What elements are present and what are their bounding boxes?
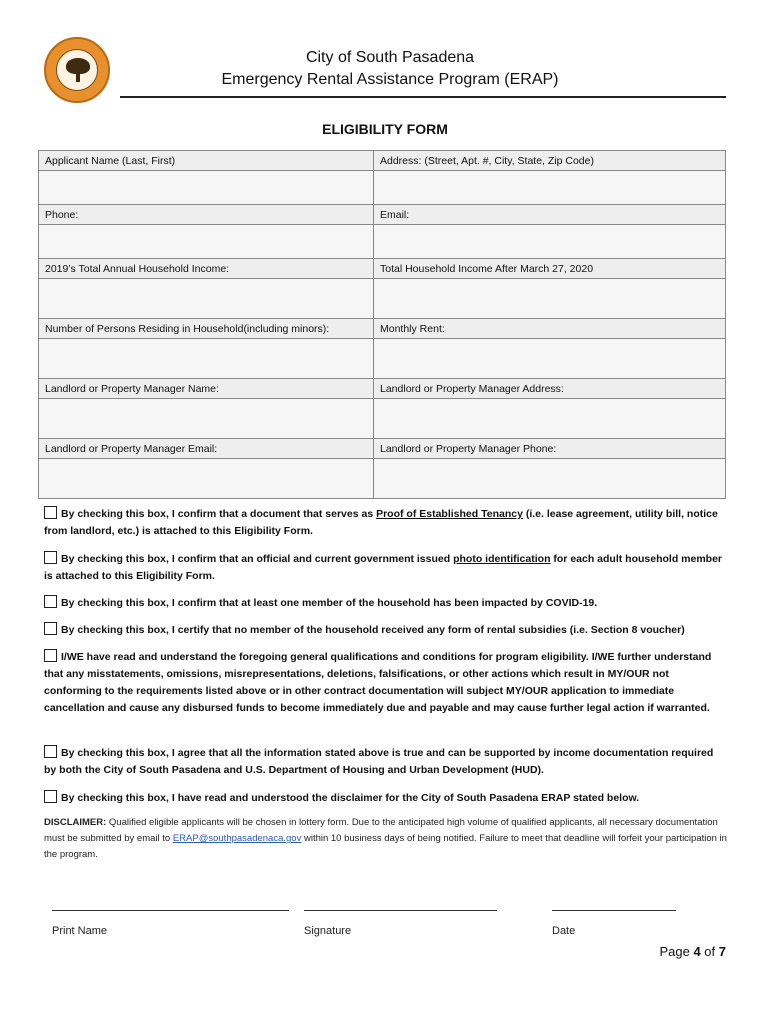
landlord-address-label: Landlord or Property Manager Address: xyxy=(374,379,726,399)
covid-text: By checking this box, I confirm that at least one member of the household has been impacted by COVID-19. xyxy=(61,597,598,609)
page-number xyxy=(600,944,726,959)
disclaimer-paragraph xyxy=(44,815,734,863)
photo-id-check-item xyxy=(44,551,726,585)
signature-label: Signature xyxy=(304,925,352,937)
address-field[interactable] xyxy=(374,171,726,205)
signature-line[interactable] xyxy=(304,910,497,911)
page-prefix: Page xyxy=(659,944,694,959)
subsidy-check-item xyxy=(44,622,726,639)
income-2019-field[interactable] xyxy=(39,279,374,319)
rent-label: Monthly Rent: xyxy=(374,319,726,339)
photo-id-checkbox[interactable] xyxy=(44,551,57,564)
truthful-check-item xyxy=(44,745,726,779)
disclaimer-label: DISCLAIMER: xyxy=(44,817,107,828)
disclaimer-text-a: Qualified eligible applicants will be chosen in lottery form. Due to the anticipated high volume of qualified applicants, all necessary documentation must be submitted by email to xyxy=(44,817,718,844)
truthful-checkbox[interactable] xyxy=(44,745,57,758)
email-field[interactable] xyxy=(374,225,726,259)
applicant-info-table xyxy=(38,150,726,499)
seal-trunk-icon xyxy=(76,72,80,82)
photo-id-text-b: for each adult household member is attached to this Eligibility Form. xyxy=(44,553,723,582)
income-2019-label: 2019’s Total Annual Household Income: xyxy=(39,259,374,279)
page-total: 7 xyxy=(718,944,726,959)
truthful-text: By checking this box, I agree that all the information stated above is true and can be supported by income documentation required by both the City of South Pasadena and U.S. Department of Housing and Urban Development (HUD). xyxy=(44,747,714,776)
qualifications-check-item xyxy=(44,649,726,717)
tenancy-text-underlined: Proof of Established Tenancy xyxy=(376,508,523,520)
disclaimer-check-item xyxy=(44,790,726,807)
landlord-name-label: Landlord or Property Manager Name: xyxy=(39,379,374,399)
income-after-field[interactable] xyxy=(374,279,726,319)
landlord-name-field[interactable] xyxy=(39,399,374,439)
header-divider xyxy=(120,96,726,98)
applicant-name-label: Applicant Name (Last, First) xyxy=(39,151,374,171)
city-seal-logo xyxy=(44,37,110,103)
persons-field[interactable] xyxy=(39,339,374,379)
date-line[interactable] xyxy=(552,910,676,911)
erap-email-link[interactable]: ERAP@southpasadenaca.gov xyxy=(172,833,302,844)
rent-field[interactable] xyxy=(374,339,726,379)
subsidy-checkbox[interactable] xyxy=(44,622,57,635)
phone-label: Phone: xyxy=(39,205,374,225)
applicant-name-field[interactable] xyxy=(39,171,374,205)
form-title: ELIGIBILITY FORM xyxy=(322,121,448,137)
qualifications-text: I/WE have read and understand the foregoing general qualifications and conditions for program eligibility. I/WE further understand that any misstatements, omissions, misrepresentations, deletions, falsifications, or other actions which result in MY/OUR not conforming to the requirements listed above or in other contract documentation will subject MY/OUR application to immediate cancellation and cause any disbursed funds to become immediately due and payable and may cause further legal action if warranted. xyxy=(44,651,712,714)
print-name-label: Print Name xyxy=(52,925,108,937)
landlord-email-field[interactable] xyxy=(39,459,374,499)
tenancy-checkbox[interactable] xyxy=(44,506,57,519)
subsidy-text: By checking this box, I certify that no member of the household received any form of rental subsidies (i.e. Section 8 voucher) xyxy=(61,624,685,636)
tenancy-text-a: By checking this box, I confirm that a document that serves as xyxy=(61,508,377,520)
covid-checkbox[interactable] xyxy=(44,595,57,608)
income-after-label: Total Household Income After March 27, 2020 xyxy=(374,259,726,279)
phone-field[interactable] xyxy=(39,225,374,259)
covid-check-item xyxy=(44,595,726,612)
email-label: Email: xyxy=(374,205,726,225)
city-name-heading: City of South Pasadena xyxy=(305,49,475,66)
disclaimer-text-b: within 10 business days of being notified. Failure to meet that deadline will forfeit your participation in the program. xyxy=(44,833,727,860)
page-of: of xyxy=(700,944,719,959)
landlord-phone-label: Landlord or Property Manager Phone: xyxy=(374,439,726,459)
landlord-email-label: Landlord or Property Manager Email: xyxy=(39,439,374,459)
print-name-line[interactable] xyxy=(52,910,289,911)
landlord-address-field[interactable] xyxy=(374,399,726,439)
date-label: Date xyxy=(552,925,576,937)
program-name-heading: Emergency Rental Assistance Program (ERAP) xyxy=(221,71,559,88)
photo-id-text-a: By checking this box, I confirm that an official and current government issued xyxy=(61,553,454,565)
tenancy-text-b: (i.e. lease agreement, utility bill, notice from landlord, etc.) is attached to this Eligibility Form. xyxy=(44,508,718,537)
page-current: 4 xyxy=(693,944,701,959)
persons-label: Number of Persons Residing in Household(including minors): xyxy=(39,319,374,339)
disclaimer-checkbox[interactable] xyxy=(44,790,57,803)
tenancy-check-item xyxy=(44,506,726,540)
landlord-phone-field[interactable] xyxy=(374,459,726,499)
photo-id-text-underlined: photo identification xyxy=(453,553,551,565)
address-label: Address: (Street, Apt. #, City, State, Zip Code) xyxy=(374,151,726,171)
disclaimer-check-text: By checking this box, I have read and understood the disclaimer for the City of South Pasadena ERAP stated below. xyxy=(61,792,640,804)
qualifications-checkbox[interactable] xyxy=(44,649,57,662)
